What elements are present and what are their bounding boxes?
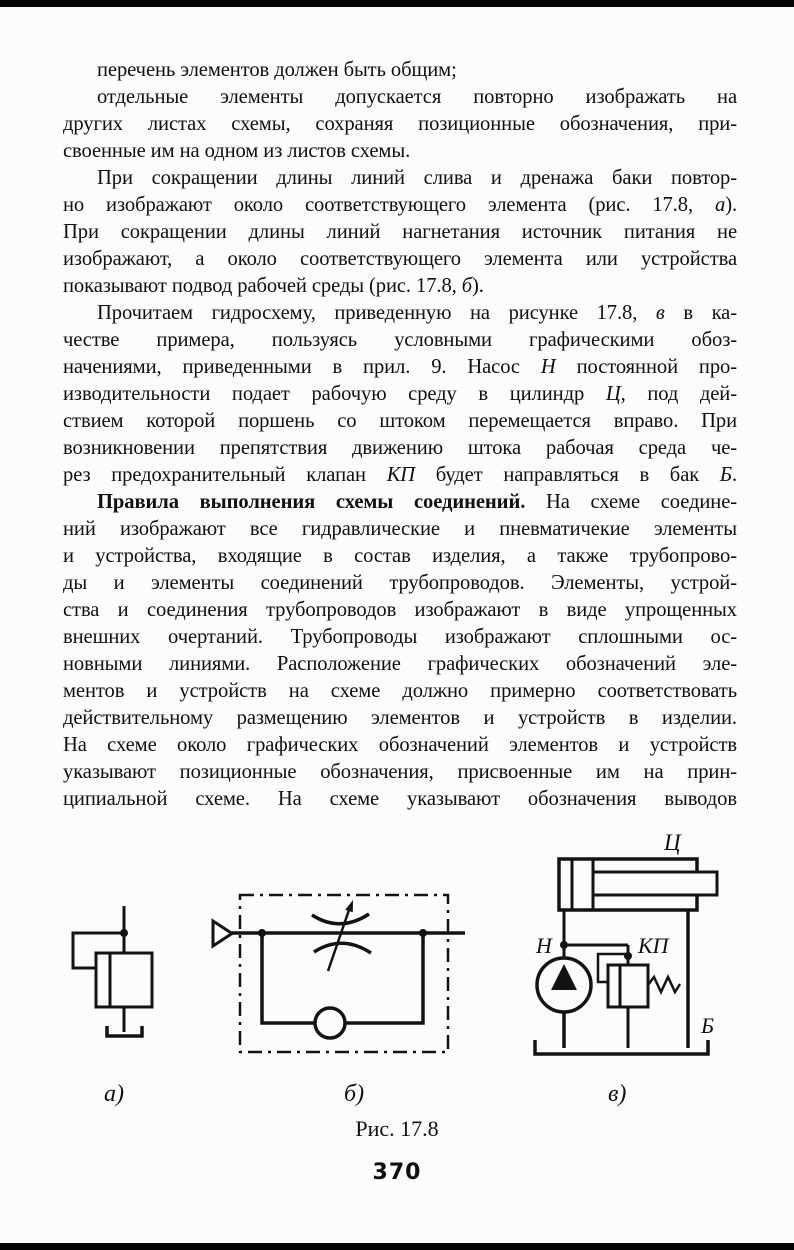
throttle-upper-arc — [312, 914, 369, 924]
text-run: . — [731, 464, 737, 486]
text-run: Прочитаем гидросхему, приведенную на рисунке 17.8, — [97, 302, 656, 324]
text-run: ний изображают все гидравлические и пневматичекие элементы — [63, 518, 737, 540]
gauge-icon — [315, 1008, 345, 1038]
text-run: ментов и устройств на схеме должно примерно соответствовать — [63, 680, 737, 702]
text-run: ствием которой поршень со штоком перемещается вправо. При — [63, 410, 737, 432]
text-run: ципиальной схеме. На схеме указывают обозначения выводов — [63, 788, 737, 810]
valve-body-icon — [96, 953, 152, 1007]
text-run: своенные им на одном из листов схемы. — [63, 140, 411, 162]
text-run: но изображают около соответствующего элемента (рис. 17.8, — [63, 194, 715, 216]
text-run: изводительности подает рабочую среду в цилиндр — [63, 383, 606, 405]
italic-run: КП — [386, 464, 416, 486]
piston-rod-icon — [593, 872, 717, 895]
diagram-b — [213, 895, 465, 1107]
text-run: ). — [472, 275, 484, 297]
diagram-a — [73, 906, 152, 1107]
relief-valve-icon — [608, 965, 648, 1007]
throttle-lower-arc — [314, 943, 371, 953]
text-run: ды и элементы соединений трубопроводов. Элементы, устрой- — [63, 572, 737, 594]
text-run: На схеме соедине- — [525, 491, 738, 513]
supply-arrow-icon — [213, 921, 232, 946]
figure-caption: Рис. 17.8 — [355, 1116, 439, 1141]
italic-run: Б — [719, 464, 732, 486]
text-run: постоянной про- — [555, 356, 737, 378]
label-pump: Н — [536, 933, 552, 958]
text-run: внешних очертаний. Трубопроводы изображают сплошными ос- — [63, 626, 737, 648]
pilot-control-line — [598, 954, 628, 982]
label-sub-b: б) — [344, 1081, 365, 1107]
text-run: возникновении препятствия движению штока рабочая среда че- — [63, 437, 737, 459]
label-sub-a: а) — [104, 1081, 124, 1107]
text-run: показывают подвод рабочей среды (рис. 17.8, — [63, 275, 462, 297]
text-run: в ка- — [664, 302, 737, 324]
text-run: честве примера, пользуясь условными графическими обоз- — [63, 329, 737, 351]
text-run: перечень элементов должен быть общим; — [97, 59, 457, 81]
text-run: новными линиями. Расположение графических обозначений эле- — [63, 653, 737, 675]
text-run: На схеме около графических обозначений элементов и устройств — [63, 734, 737, 756]
text-run: указывают позиционные обозначения, присвоенные им на прин- — [63, 761, 737, 783]
text-run: начениями, приведенными в прил. 9. Насос — [63, 356, 541, 378]
page-number: 370 — [372, 1160, 422, 1185]
italic-run: б — [461, 275, 473, 297]
bold-run: Правила выполнения схемы соединений. — [97, 491, 526, 513]
text-run: изображают, а около соответствующего элемента или устройства — [63, 248, 737, 270]
italic-run: Ц — [605, 383, 621, 405]
text-run: ). — [725, 194, 737, 216]
label-cylinder: Ц — [664, 830, 681, 855]
spring-icon — [648, 977, 680, 992]
text-run: ства и соединения трубопроводов изображают в виде упрощенных — [63, 599, 737, 621]
text-run: и устройства, входящие в состав изделия, а также трубопрово- — [63, 545, 737, 567]
adjust-arrowhead-icon — [345, 900, 353, 912]
italic-run: в — [655, 302, 665, 324]
pilot-loop-line — [73, 933, 124, 968]
text-run: других листах схемы, сохраняя позиционные обозначения, при- — [63, 113, 737, 135]
text-run: действительному размещению элементов и устройств в изделии. — [63, 707, 737, 729]
italic-run: а — [714, 194, 726, 216]
label-relief-valve: КП — [638, 933, 669, 958]
text-run: , под дей- — [620, 383, 737, 405]
label-sub-v: в) — [608, 1081, 627, 1107]
text-run: будет направляться в бак — [415, 464, 720, 486]
adjust-arrow-shaft — [328, 907, 350, 971]
text-run: При сокращении длины линий нагнетания источник питания не — [63, 221, 737, 243]
label-tank: Б — [701, 1013, 714, 1038]
tank-icon — [535, 1040, 708, 1054]
text-run: отдельные элементы допускается повторно изображать на — [97, 86, 737, 108]
pump-flow-triangle — [551, 964, 577, 990]
diagram-v — [535, 830, 717, 1107]
text-run: При сокращении длины линий слива и дренажа баки повтор- — [97, 167, 737, 189]
text-run: рез предохранительный клапан — [63, 464, 387, 486]
italic-run: Н — [540, 356, 556, 378]
bypass-line-left — [262, 933, 315, 1023]
